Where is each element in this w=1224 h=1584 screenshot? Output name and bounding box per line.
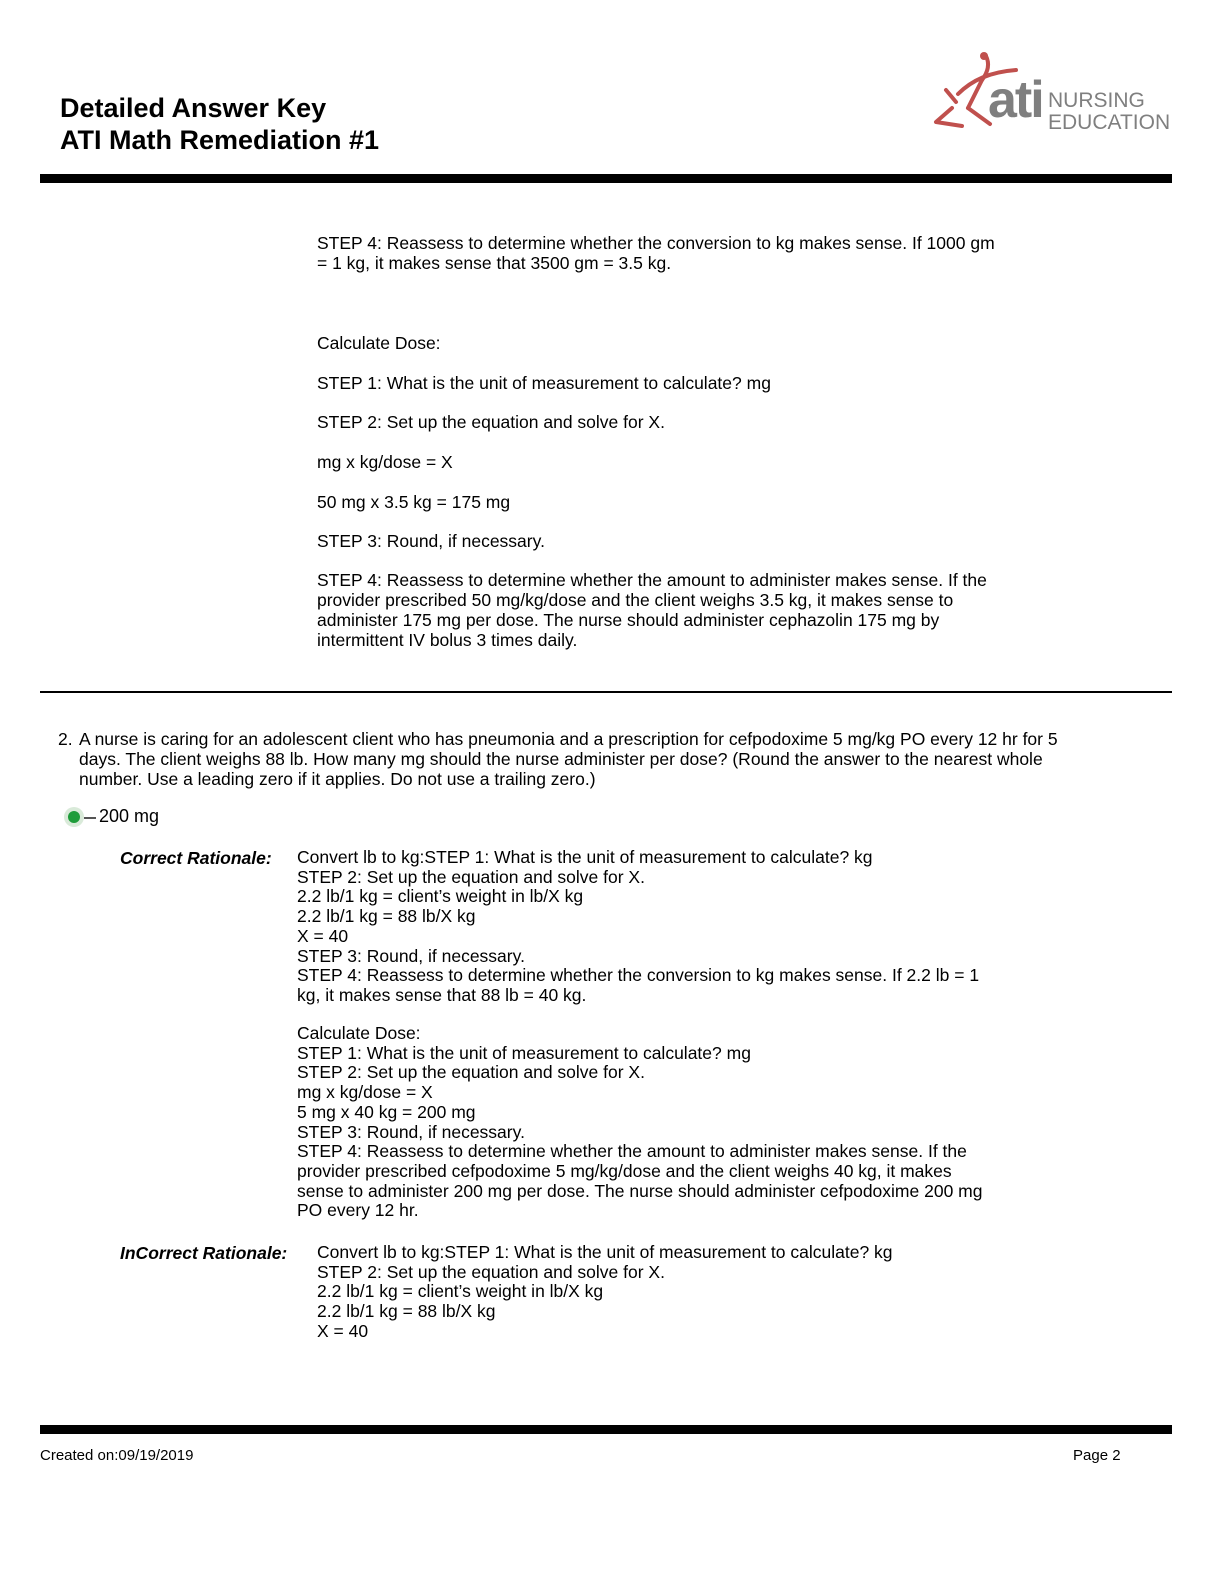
question-text: A nurse is caring for an adolescent client who has pneumonia and a prescription for cefpodoxime 5 mg/kg PO every 12 hr for 5 days. The client weighs 88 lb. How many mg should the nurse administer per dose? (Round the answer to the nearest whole number. Use a leading zero if it applies. Do not use a trailing zero.): [79, 729, 1058, 789]
ati-logo: [928, 50, 1171, 142]
footer-divider: [40, 1425, 1172, 1434]
calc-heading: Calculate Dose:: [317, 333, 441, 353]
correct-rationale-label: Correct Rationale:: [120, 848, 272, 868]
document-title: [60, 92, 379, 156]
created-date: Created on:09/19/2019: [40, 1447, 194, 1464]
arrow-icon: [84, 817, 96, 819]
answer-selected-radio-icon: [64, 807, 84, 827]
incorrect-rationale: Convert lb to kg:STEP 1: What is the unit of measurement to calculate? kg STEP 2: Set up the equation and solve for X. 2.2 lb/1 kg = client’s weight in lb/X kg 2.2 lb/1 kg = 88 lb/X kg X = 40: [317, 1242, 893, 1341]
question-divider: [40, 691, 1172, 693]
answer-value: 200 mg: [99, 806, 160, 826]
step1: STEP 1: What is the unit of measurement to calculate? mg: [317, 373, 771, 393]
page-number: Page 2: [1073, 1447, 1121, 1464]
logo-line-2: EDUCATION: [1048, 111, 1171, 134]
logo-line-1: NURSING: [1048, 89, 1145, 112]
computation: 50 mg x 3.5 kg = 175 mg: [317, 492, 511, 512]
incorrect-rationale-label: InCorrect Rationale:: [120, 1243, 288, 1263]
title-line-2: ATI Math Remediation #1: [60, 125, 380, 155]
title-line-1: Detailed Answer Key: [60, 93, 327, 123]
step2: STEP 2: Set up the equation and solve for X.: [317, 412, 665, 432]
step4-amount: STEP 4: Reassess to determine whether the amount to administer makes sense. If the provider prescribed 50 mg/kg/dose and the client weighs 3.5 kg, it makes sense to administer 175 mg per dose. The nurse should administer cephazolin 175 mg by intermittent IV bolus 3 times daily.: [317, 570, 987, 650]
correct-rationale-part2: Calculate Dose: STEP 1: What is the unit of measurement to calculate? mg STEP 2: Set up the equation and solve for X. mg x kg/dose = X 5 mg x 40 kg = 200 mg STEP 3: Round, if necessary. STEP 4: Reassess to determine whether the amount to administer makes sense. If the provider prescribed cefpodoxime 5 mg/kg/dose and the client weighs 40 kg, it makes sense to administer 200 mg per dose. The nurse should administer cefpodoxime 200 mg PO every 12 hr.: [297, 1023, 983, 1221]
step4-conversion: STEP 4: Reassess to determine whether the conversion to kg makes sense. If 1000 gm = 1 kg, it makes sense that 3500 gm = 3.5 kg.: [317, 233, 995, 273]
formula: mg x kg/dose = X: [317, 452, 453, 472]
correct-rationale-part1: Convert lb to kg:STEP 1: What is the unit of measurement to calculate? kg STEP 2: Set up the equation and solve for X. 2.2 lb/1 kg = client’s weight in lb/X kg 2.2 lb/1 kg = 88 lb/X kg X = 40 STEP 3: Round, if necessary. STEP 4: Reassess to determine whether the conversion to kg makes sense. If 2.2 lb = 1 kg, it makes sense that 88 lb = 40 kg.: [297, 847, 980, 1005]
logo-word: ati: [988, 71, 1043, 129]
header-divider: [40, 174, 1172, 183]
step3: STEP 3: Round, if necessary.: [317, 531, 545, 551]
question-number: 2.: [58, 729, 73, 749]
